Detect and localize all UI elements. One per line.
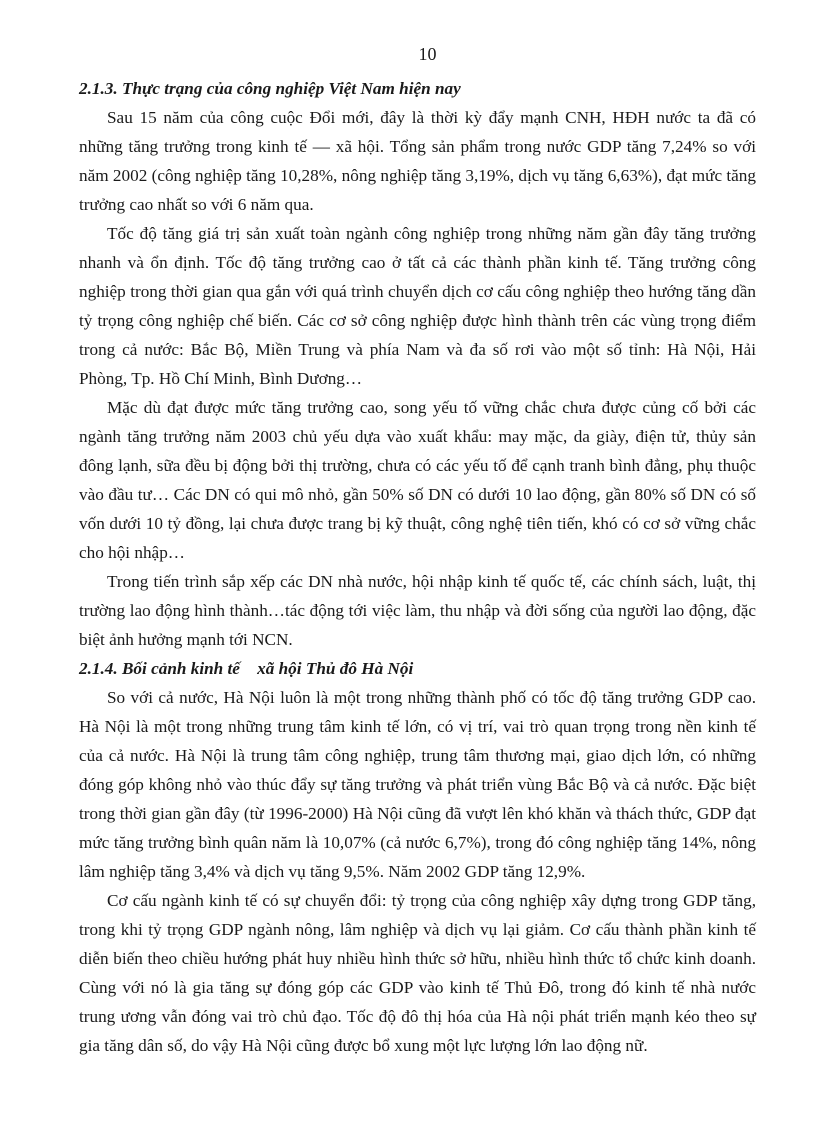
section-heading: 2.1.3. Thực trạng của công nghiệp Việt Nam hiện nay: [79, 79, 461, 98]
paragraph: Sau 15 năm của công cuộc Đổi mới, đây là thời kỳ đẩy mạnh CNH, HĐH nước ta đã có những tăng trưởng trong kinh tế — xã hội. Tổng sản phẩm trong nước GDP tăng 7,24% so với năm 2002 (công nghiệp tăng 10,28%, nông nghiệp tăng 3,19%, dịch vụ tăng 6,63%), đạt mức tăng trưởng cao nhất so với 6 năm qua.: [79, 108, 756, 214]
paragraph: Cơ cấu ngành kinh tế có sự chuyển đổi: tỷ trọng của công nghiệp xây dựng trong GDP tăng, trong khi tỷ trọng GDP ngành nông, lâm nghiệp và dịch vụ lại giảm. Cơ cấu thành phần kinh tế diễn biến theo chiều hướng phát huy nhiều hình thức sở hữu, nhiều hình thức tổ chức kinh doanh. Cùng với nó là gia tăng sự đóng góp các GDP vào kinh tế Thủ Đô, trong đó kinh tế nhà nước trung ương vẫn đóng vai trò chủ đạo. Tốc độ đô thị hóa của Hà nội phát triển mạnh kéo theo sự gia tăng dân số, do vậy Hà Nội cũng được bổ xung một lực lượng lớn lao động nữ.: [79, 891, 756, 1055]
paragraph: Mặc dù đạt được mức tăng trưởng cao, song yếu tố vững chắc chưa được củng cố bởi các ngành tăng trưởng năm 2003 chủ yếu dựa vào xuất khẩu: may mặc, da giày, điện tử, thủy sản đông lạnh, sữa đều bị động bởi thị trường, chưa có các yếu tố để cạnh tranh bình đẳng, phụ thuộc vào đầu tư… Các DN có qui mô nhỏ, gần 50% số DN có dưới 10 lao động, gần 80% số DN có số vốn dưới 10 tỷ đồng, lại chưa được trang bị kỹ thuật, công nghệ tiên tiến, khó có cơ sở vững chắc cho hội nhập…: [79, 398, 756, 562]
paragraph: Tốc độ tăng giá trị sản xuất toàn ngành công nghiệp trong những năm gần đây tăng trưởng nhanh và ổn định. Tốc độ tăng trưởng cao ở tất cả các thành phần kinh tế. Tăng trưởng công nghiệp trong thời gian qua gắn với quá trình chuyển dịch cơ cấu công nghiệp theo hướng tăng dần tỷ trọng công nghiệp chế biến. Các cơ sở công nghiệp được hình thành trên các vùng trọng điểm trong cả nước: Bắc Bộ, Miền Trung và phía Nam và đa số rơi vào một số tỉnh: Hà Nội, Hải Phòng, Tp. Hồ Chí Minh, Bình Dương…: [79, 224, 756, 388]
section-2-1-4: [79, 654, 756, 1060]
paragraph: Trong tiến trình sắp xếp các DN nhà nước, hội nhập kinh tế quốc tế, các chính sách, luật, thị trường lao động hình thành…tác động tới việc làm, thu nhập và đời sống của người lao động, đặc biệt ảnh hưởng mạnh tới NCN.: [79, 572, 756, 649]
paragraph: So với cả nước, Hà Nội luôn là một trong những thành phố có tốc độ tăng trưởng GDP cao. Hà Nội là một trong những trung tâm kinh tế lớn, có vị trí, vai trò quan trọng trong nền kinh tế của cả nước. Hà Nội là trung tâm công nghiệp, trung tâm thương mại, giao dịch lớn, có những đóng góp không nhỏ vào thúc đẩy sự tăng trưởng và phát triển vùng Bắc Bộ và cả nước. Đặc biệt trong thời gian gần đây (từ 1996-2000) Hà Nội cũng đã vượt lên khó khăn và thách thức, GDP đạt mức tăng trưởng bình quân năm là 10,07% (cả nước 6,7%), trong đó công nghiệp tăng 14%, nông lâm nghiệp tăng 3,4% và dịch vụ tăng 9,5%. Năm 2002 GDP tăng 12,9%.: [79, 688, 756, 881]
page-number: 10: [418, 44, 437, 64]
document-page: [79, 42, 756, 1060]
section-2-1-3: [79, 74, 756, 654]
section-heading: 2.1.4. Bối cảnh kinh tế xã hội Thủ đô Hà Nội: [79, 659, 414, 678]
